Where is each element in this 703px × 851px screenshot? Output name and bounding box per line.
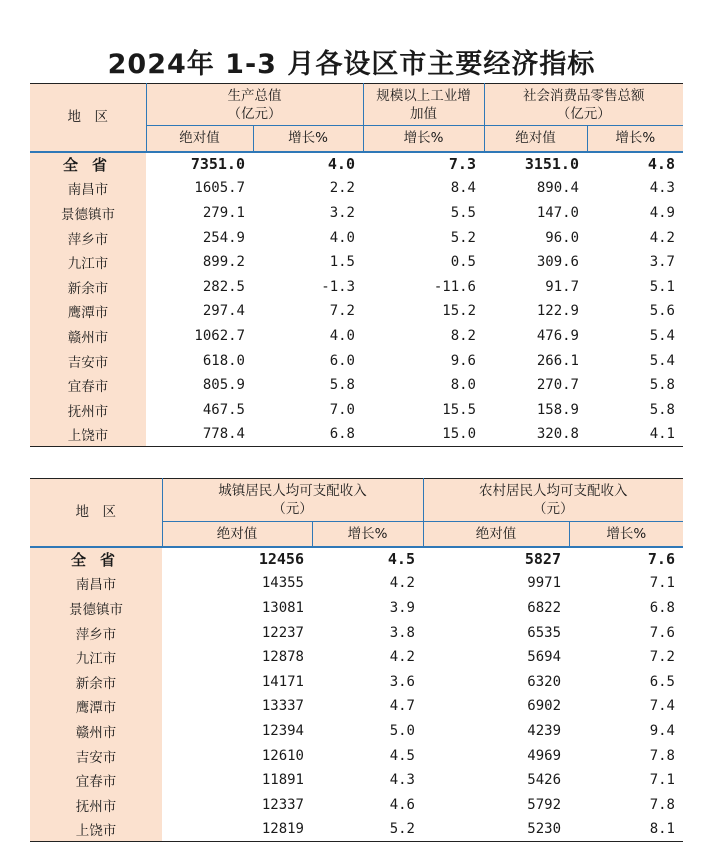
ind-g-cell: 0.5 <box>450 254 476 271</box>
rural-g-cell: 7.8 <box>649 796 675 813</box>
retail-cell: 158.9 <box>536 401 579 418</box>
gdp-cell: 778.4 <box>202 426 245 443</box>
region-cell: 新余市 <box>30 274 146 299</box>
rural-cell: 6902 <box>527 698 561 715</box>
table-row <box>30 176 683 201</box>
urban-g-cell: 5.0 <box>389 722 415 739</box>
gdp-g-cell: 7.0 <box>329 401 355 418</box>
retail-cell: 890.4 <box>536 180 579 197</box>
rural-cell: 6320 <box>527 673 561 690</box>
region-cell: 景德镇市 <box>30 596 162 621</box>
retail-g-cell: 5.8 <box>649 401 675 418</box>
ind-g-cell: 9.6 <box>450 352 476 369</box>
gdp-cell: 297.4 <box>202 303 245 320</box>
region-cell: 九江市 <box>30 250 146 275</box>
page-title: 2024年 1-3 月各设区市主要经济指标 <box>107 49 596 80</box>
retail-cell: 122.9 <box>536 303 579 320</box>
urban-cell: 12610 <box>261 747 304 764</box>
rural-cell: 6822 <box>527 599 561 616</box>
retail-absolute-header: 绝对值 <box>484 126 587 152</box>
gdp-cell: 1062.7 <box>194 327 245 344</box>
region-cell: 萍乡市 <box>30 620 162 645</box>
urban-g-cell: 3.9 <box>389 599 415 616</box>
table-row <box>30 250 683 275</box>
table-row <box>30 225 683 250</box>
gdp-g-cell: 5.8 <box>329 377 355 394</box>
rural-growth-header: 增长% <box>569 522 683 547</box>
urban-g-cell: 4.7 <box>389 698 415 715</box>
table-row <box>30 645 683 670</box>
ind-g-cell: 7.3 <box>448 155 476 174</box>
retail-g-cell: 4.1 <box>649 426 675 443</box>
urban-g-cell: 4.2 <box>389 575 415 592</box>
urban-cell: 14355 <box>261 575 304 592</box>
urban-g-cell: 4.3 <box>389 772 415 789</box>
rural-g-cell: 7.2 <box>649 649 675 666</box>
economic-indicators-table <box>30 83 683 447</box>
retail-cell: 476.9 <box>536 327 579 344</box>
region-cell: 九江市 <box>30 645 162 670</box>
retail-g-cell: 5.1 <box>649 278 675 295</box>
table-row <box>30 324 683 349</box>
rural-g-cell: 7.4 <box>649 698 675 715</box>
gdp-cell: 899.2 <box>202 254 245 271</box>
retail-header: 社会消费品零售总额 （亿元） <box>484 84 683 126</box>
region-cell: 景德镇市 <box>30 201 146 226</box>
gdp-growth-header: 增长% <box>253 126 363 152</box>
region-cell: 吉安市 <box>30 348 146 373</box>
region-header: 地 区 <box>30 84 146 152</box>
gdp-cell: 282.5 <box>202 278 245 295</box>
gdp-g-cell: 4.0 <box>329 327 355 344</box>
retail-cell: 320.8 <box>536 426 579 443</box>
ind-g-cell: 15.0 <box>442 426 476 443</box>
table-row <box>30 743 683 768</box>
region-cell: 赣州市 <box>30 324 146 349</box>
ind-g-cell: 15.5 <box>442 401 476 418</box>
rural-cell: 6535 <box>527 624 561 641</box>
region-cell: 全省 <box>30 547 162 572</box>
ind-g-cell: 8.0 <box>450 377 476 394</box>
gdp-cell: 279.1 <box>202 204 245 221</box>
table-row <box>30 201 683 226</box>
region-cell: 抚州市 <box>30 792 162 817</box>
rural-g-cell: 7.6 <box>647 550 675 569</box>
region-cell: 南昌市 <box>30 176 146 201</box>
rural-g-cell: 9.4 <box>649 722 675 739</box>
region-cell: 吉安市 <box>30 743 162 768</box>
table-row <box>30 817 683 842</box>
gdp-header: 生产总值 （亿元） <box>146 84 363 126</box>
retail-growth-header: 增长% <box>587 126 683 152</box>
retail-g-cell: 4.3 <box>649 180 675 197</box>
urban-cell: 11891 <box>261 772 304 789</box>
ind-g-cell: 5.5 <box>450 204 476 221</box>
rural-cell: 9971 <box>527 575 561 592</box>
rural-g-cell: 7.8 <box>649 747 675 764</box>
table-row <box>30 547 683 572</box>
rural-g-cell: 8.1 <box>649 821 675 838</box>
gdp-g-cell: 6.0 <box>329 352 355 369</box>
urban-cell: 12394 <box>261 722 304 739</box>
gdp-g-cell: 2.2 <box>329 180 355 197</box>
urban-cell: 12456 <box>258 550 304 569</box>
retail-g-cell: 4.2 <box>649 229 675 246</box>
region-cell: 鹰潭市 <box>30 299 146 324</box>
industry-header: 规模以上工业增 加值 <box>363 84 484 126</box>
income-table <box>30 478 683 842</box>
retail-cell: 96.0 <box>545 229 579 246</box>
retail-cell: 266.1 <box>536 352 579 369</box>
rural-g-cell: 7.6 <box>649 624 675 641</box>
urban-income-header: 城镇居民人均可支配收入 （元） <box>162 479 423 522</box>
rural-cell: 5694 <box>527 649 561 666</box>
rural-absolute-header: 绝对值 <box>423 522 569 547</box>
retail-cell: 91.7 <box>545 278 579 295</box>
retail-g-cell: 4.8 <box>647 155 675 174</box>
gdp-cell: 467.5 <box>202 401 245 418</box>
ind-g-cell: -11.6 <box>433 278 476 295</box>
urban-cell: 13337 <box>261 698 304 715</box>
urban-cell: 12819 <box>261 821 304 838</box>
table-row <box>30 792 683 817</box>
ind-g-cell: 8.2 <box>450 327 476 344</box>
retail-g-cell: 5.8 <box>649 377 675 394</box>
table-row <box>30 397 683 422</box>
table-row <box>30 768 683 793</box>
urban-g-cell: 4.5 <box>389 747 415 764</box>
table-row <box>30 274 683 299</box>
rural-income-header: 农村居民人均可支配收入 （元） <box>423 479 683 522</box>
region-cell: 宜春市 <box>30 768 162 793</box>
retail-cell: 147.0 <box>536 204 579 221</box>
region-cell: 新余市 <box>30 669 162 694</box>
retail-cell: 270.7 <box>536 377 579 394</box>
region-cell: 上饶市 <box>30 422 146 447</box>
retail-cell: 3151.0 <box>524 155 579 174</box>
gdp-g-cell: 1.5 <box>329 254 355 271</box>
table-row <box>30 348 683 373</box>
urban-g-cell: 5.2 <box>389 821 415 838</box>
table-row <box>30 373 683 398</box>
gdp-cell: 618.0 <box>202 352 245 369</box>
retail-g-cell: 4.9 <box>649 204 675 221</box>
urban-g-cell: 4.5 <box>387 550 415 569</box>
gdp-g-cell: 6.8 <box>329 426 355 443</box>
urban-cell: 14171 <box>261 673 304 690</box>
rural-g-cell: 6.5 <box>649 673 675 690</box>
region-cell: 南昌市 <box>30 571 162 596</box>
region-cell: 鹰潭市 <box>30 694 162 719</box>
rural-g-cell: 6.8 <box>649 599 675 616</box>
retail-cell: 309.6 <box>536 254 579 271</box>
table-row <box>30 620 683 645</box>
urban-g-cell: 4.6 <box>389 796 415 813</box>
table-row <box>30 669 683 694</box>
gdp-cell: 1605.7 <box>194 180 245 197</box>
table-row <box>30 719 683 744</box>
gdp-cell: 7351.0 <box>190 155 245 174</box>
table-row <box>30 422 683 447</box>
urban-g-cell: 3.8 <box>389 624 415 641</box>
rural-cell: 4239 <box>527 722 561 739</box>
gdp-absolute-header: 绝对值 <box>146 126 253 152</box>
table-row <box>30 571 683 596</box>
gdp-cell: 254.9 <box>202 229 245 246</box>
region-cell: 抚州市 <box>30 397 146 422</box>
urban-growth-header: 增长% <box>312 522 423 547</box>
rural-cell: 5792 <box>527 796 561 813</box>
region-cell: 萍乡市 <box>30 225 146 250</box>
rural-cell: 5230 <box>527 821 561 838</box>
urban-g-cell: 4.2 <box>389 649 415 666</box>
ind-g-cell: 5.2 <box>450 229 476 246</box>
rural-cell: 4969 <box>527 747 561 764</box>
gdp-g-cell: -1.3 <box>321 278 355 295</box>
industry-growth-header: 增长% <box>363 126 484 152</box>
rural-cell: 5827 <box>524 550 561 569</box>
gdp-g-cell: 7.2 <box>329 303 355 320</box>
gdp-cell: 805.9 <box>202 377 245 394</box>
retail-g-cell: 5.4 <box>649 352 675 369</box>
ind-g-cell: 8.4 <box>450 180 476 197</box>
gdp-g-cell: 3.2 <box>329 204 355 221</box>
urban-cell: 12337 <box>261 796 304 813</box>
urban-absolute-header: 绝对值 <box>162 522 312 547</box>
region-header: 地 区 <box>30 479 162 547</box>
table-row <box>30 152 683 177</box>
gdp-g-cell: 4.0 <box>327 155 355 174</box>
region-cell: 宜春市 <box>30 373 146 398</box>
gdp-g-cell: 4.0 <box>329 229 355 246</box>
table-row <box>30 299 683 324</box>
region-cell: 上饶市 <box>30 817 162 842</box>
urban-g-cell: 3.6 <box>389 673 415 690</box>
rural-g-cell: 7.1 <box>649 772 675 789</box>
region-cell: 全省 <box>30 152 146 177</box>
rural-g-cell: 7.1 <box>649 575 675 592</box>
ind-g-cell: 15.2 <box>442 303 476 320</box>
retail-g-cell: 5.4 <box>649 327 675 344</box>
rural-cell: 5426 <box>527 772 561 789</box>
table-row <box>30 694 683 719</box>
urban-cell: 12237 <box>261 624 304 641</box>
urban-cell: 12878 <box>261 649 304 666</box>
retail-g-cell: 3.7 <box>649 254 675 271</box>
table-row <box>30 596 683 621</box>
urban-cell: 13081 <box>261 599 304 616</box>
region-cell: 赣州市 <box>30 719 162 744</box>
retail-g-cell: 5.6 <box>649 303 675 320</box>
